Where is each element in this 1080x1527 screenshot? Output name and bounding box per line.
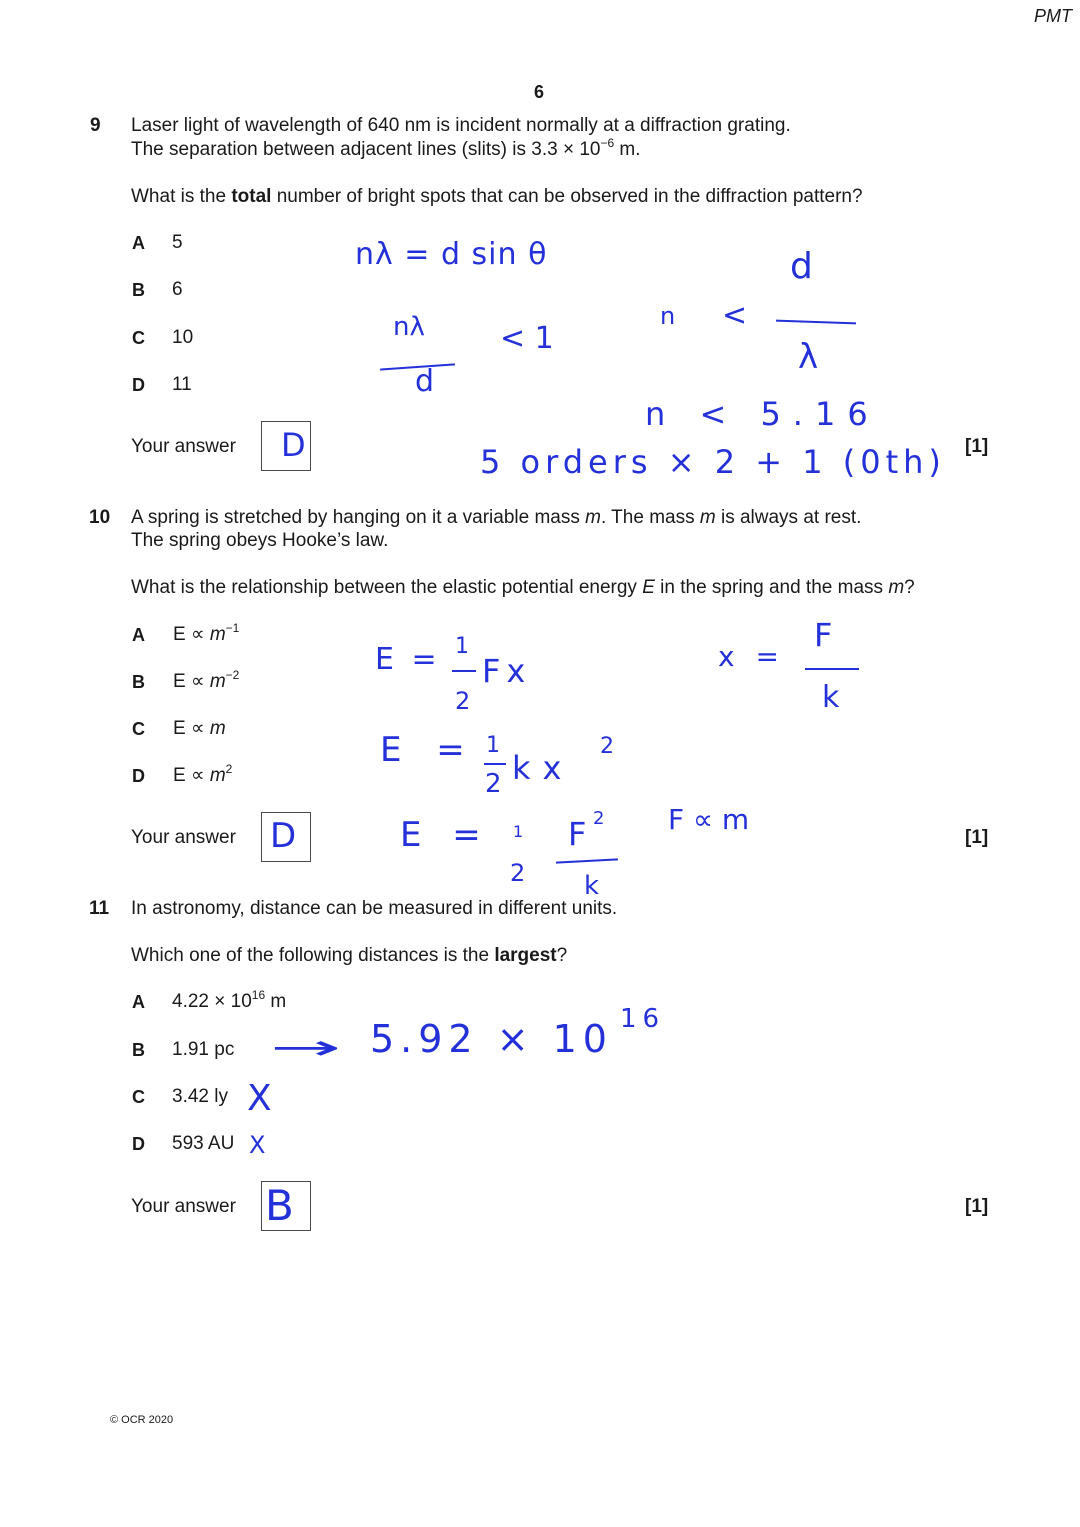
- handwritten-energy2-rhs: kx: [512, 749, 574, 787]
- handwritten-energy3-lhs: E =: [400, 815, 491, 855]
- handwritten-answer: D: [281, 426, 306, 464]
- option-letter-c: C: [132, 1087, 145, 1107]
- handwritten-half-numerator: 1: [455, 634, 469, 659]
- question-number: 9: [90, 115, 101, 136]
- question-number: 10: [89, 507, 111, 528]
- prompt-emphasis: total: [231, 186, 272, 207]
- exponent: −6: [600, 136, 615, 150]
- option-rel: ∝: [185, 765, 210, 786]
- handwritten-answer: B: [265, 1181, 294, 1230]
- stem-text: . The mass: [600, 507, 700, 528]
- marks: [1]: [965, 1196, 989, 1217]
- handwritten-energy2-lhs: E =: [380, 730, 477, 770]
- fraction-bar: [452, 670, 476, 672]
- option-letter-a: A: [132, 233, 145, 253]
- variable-m: m: [699, 507, 716, 528]
- prompt-text: number of bright spots that can be observed in the diffraction pattern?: [271, 186, 863, 207]
- handwritten-half-denominator: 2: [455, 687, 471, 715]
- answer-label: Your answer: [131, 1196, 236, 1217]
- handwritten-half-numerator: 1: [513, 822, 524, 841]
- option-value-a: [172, 990, 286, 1014]
- option-base: m: [209, 765, 226, 786]
- variable-m: m: [888, 577, 905, 598]
- option-value-b: [173, 670, 239, 694]
- question-prompt: [131, 944, 567, 968]
- option-letter-c: C: [132, 328, 145, 348]
- question-stem-line-1: Laser light of wavelength of 640 nm is incident normally at a diffraction grating.: [131, 115, 791, 136]
- arrow-icon: →: [270, 1028, 342, 1068]
- prompt-emphasis: largest: [494, 945, 557, 966]
- option-letter-b: B: [132, 1040, 145, 1060]
- option-letter-d: D: [132, 1134, 145, 1154]
- option-text: 4.22 × 10: [172, 991, 252, 1012]
- handwritten-conversion: 5.92 × 10: [370, 1017, 613, 1061]
- copyright: © OCR 2020: [110, 1414, 174, 1426]
- option-letter-d: D: [132, 375, 145, 395]
- handwritten-half-denominator: 2: [510, 859, 526, 887]
- option-letter-a: A: [132, 992, 145, 1012]
- handwritten-proportionality: F ∝ m: [668, 803, 750, 836]
- option-letter-c: C: [132, 719, 145, 739]
- exponent: −2: [225, 668, 240, 682]
- handwritten-grating-equation: nλ = d sin θ: [355, 237, 548, 272]
- option-var: E: [173, 718, 186, 739]
- question-stem-line-2: [131, 138, 641, 162]
- fraction-bar: [556, 858, 618, 863]
- handwritten-energy-rhs: Fx: [482, 652, 532, 690]
- pmt-watermark: PMT: [1034, 6, 1072, 26]
- option-value-d: 593 AU: [172, 1133, 235, 1154]
- prompt-text: in the spring and the mass: [654, 577, 889, 598]
- option-rel: ∝: [185, 671, 210, 692]
- page-number: 6: [534, 82, 545, 102]
- exponent: 2: [225, 762, 233, 776]
- handwritten-half-denominator: 2: [485, 769, 502, 799]
- handwritten-extension-lhs: x =: [718, 640, 785, 673]
- handwritten-ratio-denominator: d: [415, 364, 435, 399]
- option-value-a: 5: [172, 232, 183, 253]
- question-stem-line-1: [131, 506, 861, 530]
- stem-text: A spring is stretched by hanging on it a variable mass: [131, 507, 586, 528]
- handwritten-extension-numerator: F: [814, 616, 833, 654]
- handwritten-exponent: 16: [620, 1004, 666, 1034]
- stem-text: m.: [614, 139, 641, 160]
- fraction-bar: [484, 763, 506, 765]
- option-base: m: [209, 671, 226, 692]
- prompt-text: What is the: [131, 186, 232, 207]
- handwritten-exponent: 2: [600, 734, 614, 759]
- handwritten-order-value: n < 5.16: [645, 395, 880, 433]
- option-value-b: 1.91 pc: [172, 1039, 235, 1060]
- fraction-bar: [776, 320, 856, 325]
- handwritten-order-numerator: d: [790, 246, 813, 287]
- answer-label: Your answer: [131, 436, 236, 457]
- option-rel: ∝: [185, 624, 210, 645]
- option-value-d: [173, 764, 232, 788]
- question-prompt: [131, 185, 863, 209]
- exponent: −1: [225, 621, 240, 635]
- handwritten-ratio-relation: < 1: [500, 321, 554, 356]
- option-rel: ∝: [185, 718, 210, 739]
- option-value-c: 10: [172, 327, 194, 348]
- option-text: m: [265, 991, 287, 1012]
- question-stem-line-1: In astronomy, distance can be measured in different units.: [131, 898, 618, 919]
- prompt-text: ?: [556, 945, 568, 966]
- option-value-b: 6: [172, 279, 183, 300]
- marks: [1]: [965, 436, 989, 457]
- handwritten-half-numerator: 1: [486, 733, 500, 758]
- option-value-c: 3.42 ly: [172, 1086, 228, 1107]
- prompt-text: Which one of the following distances is the: [131, 945, 495, 966]
- option-letter-d: D: [132, 766, 145, 786]
- option-value-c: [173, 717, 226, 741]
- handwritten-order-relation: <: [722, 298, 748, 333]
- option-letter-b: B: [132, 280, 145, 300]
- handwritten-answer: D: [270, 816, 297, 856]
- option-base: m: [209, 718, 226, 739]
- question-number: 11: [89, 898, 110, 919]
- variable-m: m: [585, 507, 601, 528]
- handwritten-ratio-numerator: nλ: [393, 312, 425, 342]
- option-value-a: [173, 623, 239, 647]
- handwritten-order-lhs: n: [660, 302, 676, 330]
- cross-mark-icon: X: [249, 1131, 266, 1159]
- handwritten-spring-constant: k: [584, 871, 600, 901]
- option-letter-b: B: [132, 672, 145, 692]
- handwritten-force-numerator: F: [568, 815, 587, 853]
- question-stem-line-2: The spring obeys Hooke’s law.: [131, 530, 389, 551]
- handwritten-energy-lhs: E =: [375, 642, 441, 677]
- handwritten-exponent: 2: [593, 808, 605, 829]
- answer-label: Your answer: [131, 827, 236, 848]
- option-var: E: [173, 624, 186, 645]
- option-letter-a: A: [132, 625, 145, 645]
- question-prompt: [131, 576, 915, 600]
- stem-text: The separation between adjacent lines (slits) is 3.3 × 10: [131, 139, 601, 160]
- option-value-d: 11: [172, 374, 192, 395]
- option-var: E: [173, 765, 186, 786]
- prompt-text: ?: [904, 577, 915, 598]
- fraction-bar: [805, 668, 859, 670]
- stem-text: is always at rest.: [715, 507, 862, 528]
- prompt-text: What is the relationship between the elastic potential energy: [131, 577, 643, 598]
- handwritten-order-denominator: λ: [798, 337, 819, 377]
- variable-e: E: [642, 577, 655, 598]
- handwritten-extension-denominator: k: [822, 680, 840, 715]
- marks: [1]: [965, 827, 989, 848]
- option-var: E: [173, 671, 186, 692]
- handwritten-total-working: 5 orders × 2 + 1 (0th): [480, 443, 946, 481]
- exponent: 16: [251, 988, 266, 1002]
- cross-mark-icon: X: [247, 1078, 272, 1119]
- option-base: m: [209, 624, 226, 645]
